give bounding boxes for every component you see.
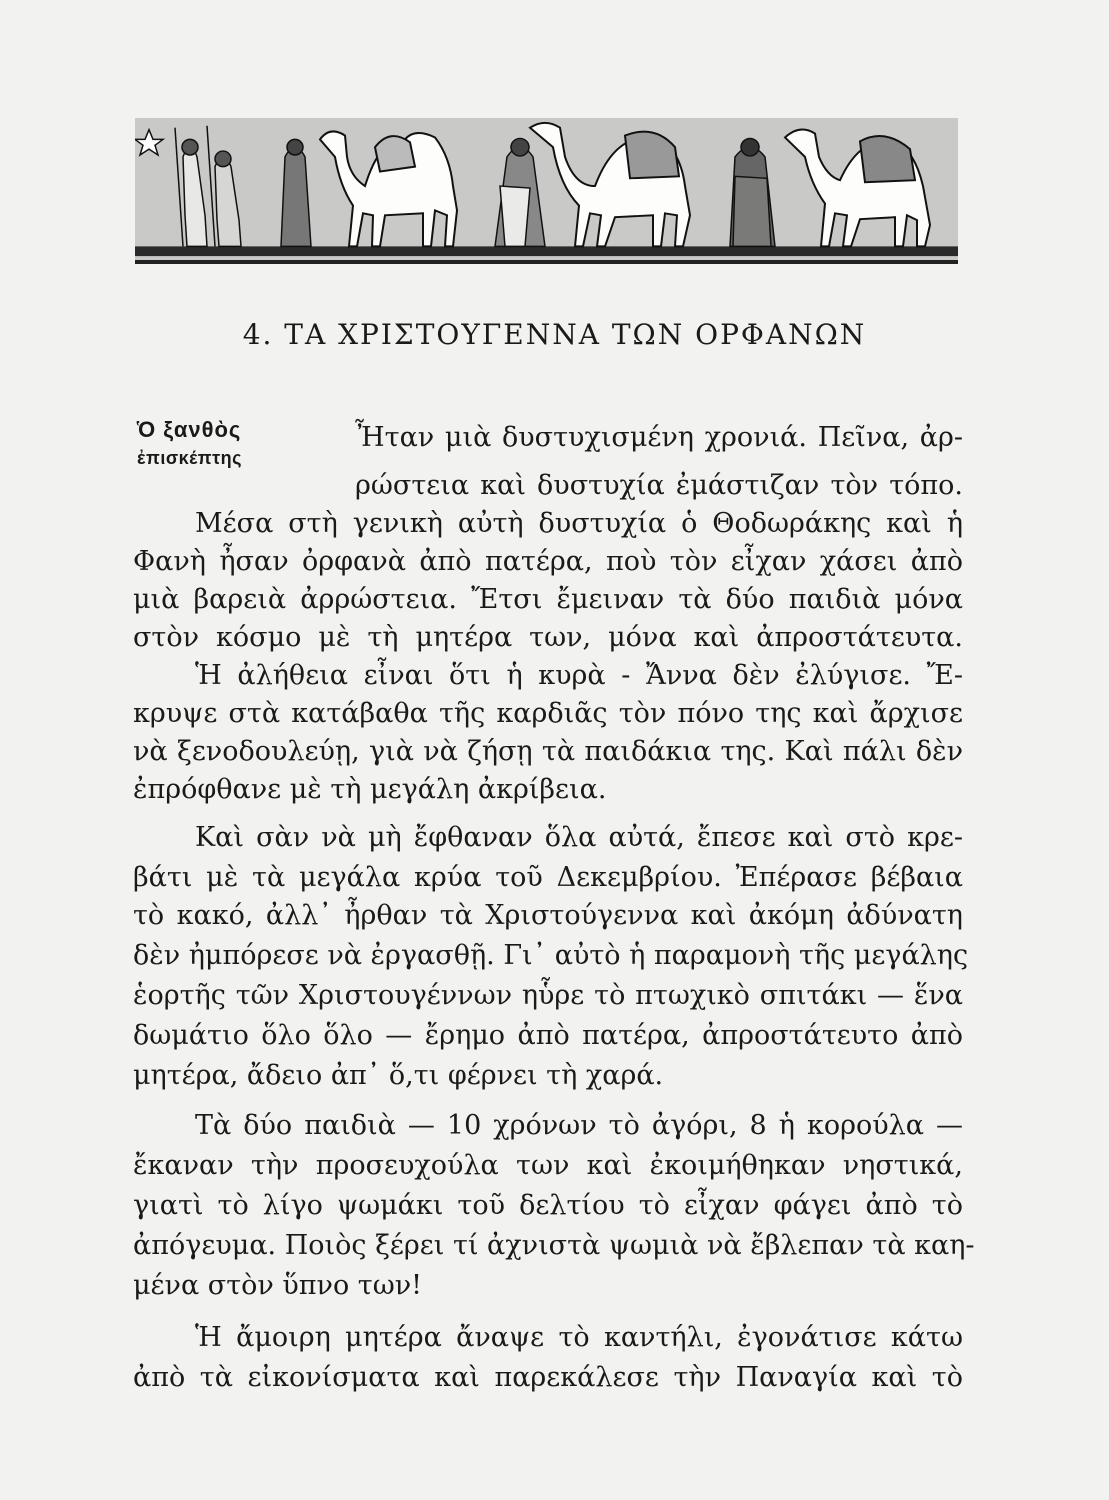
text-line: Μέσα στὴ γενικὴ αὐτὴ δυστυχία ὁ Θοδωράκης καὶ ἡ	[195, 508, 963, 539]
chapter-title: 4. ΤΑ ΧΡΙΣΤΟΥΓΕΝΝΑ ΤΩΝ ΟΡΦΑΝΩΝ	[242, 318, 867, 351]
text-line: μένα στὸν ὕπνο των!	[133, 1270, 423, 1301]
camel-caravan-illustration	[135, 118, 958, 260]
text-line: βάτι μὲ τὰ μεγάλα κρύα τοῦ Δεκεμβρίου. Ἐπέρασε βέβαια	[133, 862, 963, 893]
text-line: Ἡ ἄμοιρη μητέρα ἄναψε τὸ καντήλι, ἐγονάτισε κάτω	[195, 1322, 963, 1353]
text-line: ρώστεια καὶ δυστυχία ἐμάστιζαν τὸν τόπο.	[355, 470, 963, 501]
decorative-camel-caravan-banner	[135, 118, 958, 264]
text-line: στὸν κόσμο μὲ τὴ μητέρα των, μόνα καὶ ἀπροστάτευτα.	[133, 622, 963, 653]
text-line: κρυψε στὰ κατάβαθα τῆς καρδιᾶς τὸν πόνο της καὶ ἄρχισε	[133, 698, 963, 729]
text-line: Τὰ δύο παιδιὰ — 10 χρόνων τὸ ἀγόρι, 8 ἡ κορούλα —	[195, 1110, 963, 1141]
text-line: ἔκαναν τὴν προσευχούλα των καὶ ἐκοιμήθηκαν νηστικά,	[133, 1150, 963, 1181]
text-line: δωμάτιο ὅλο ὅλο — ἔρημο ἀπὸ πατέρα, ἀπροστάτευτο ἀπὸ	[133, 1020, 963, 1051]
text-line: ἀπόγευμα. Ποιὸς ξέρει τί ἀχνιστὰ ψωμιὰ νὰ ἔβλεπαν τὰ καη-	[133, 1230, 975, 1261]
text-line: τὸ κακό, ἀλλ᾽ ἦρθαν τὰ Χριστούγεννα καὶ ἀκόμη ἀδύνατη	[133, 900, 963, 931]
text-line: Ἦταν μιὰ δυστυχισμένη χρονιά. Πεῖνα, ἀρ-	[355, 422, 963, 453]
text-line: ἐπρόφθανε μὲ τὴ μεγάλη ἀκρίβεια.	[133, 774, 607, 805]
text-line: νὰ ξενοδουλεύῃ, γιὰ νὰ ζήσῃ τὰ παιδάκια της. Καὶ πάλι δὲν	[133, 736, 963, 767]
text-line: ἀπὸ τὰ εἰκονίσματα καὶ παρεκάλεσε τὴν Παναγία καὶ τὸ	[133, 1362, 963, 1393]
text-line: δὲν ἠμπόρεσε νὰ ἐργασθῇ. Γι᾽ αὐτὸ ἡ παραμονὴ τῆς μεγάλης	[133, 940, 969, 971]
text-line: ἑορτῆς τῶν Χριστουγέννων ηὗρε τὸ πτωχικὸ σπιτάκι — ἕνα	[133, 980, 963, 1011]
text-line: Φανὴ ἦσαν ὀρφανὰ ἀπὸ πατέρα, ποὺ τὸν εἶχαν χάσει ἀπὸ	[133, 546, 963, 577]
margin-note-line-2: ἐπισκέπτης	[137, 448, 242, 468]
margin-note-line-1: Ὁ ξανθὸς	[137, 417, 242, 442]
text-line: Καὶ σὰν νὰ μὴ ἔφθαναν ὅλα αὐτά, ἔπεσε καὶ στὸ κρε-	[195, 822, 963, 853]
margin-note	[137, 416, 327, 472]
text-line: Ἡ ἀλήθεια εἶναι ὅτι ἡ κυρὰ - Ἄννα δὲν ἐλύγισε. Ἔ-	[195, 660, 963, 691]
text-line: μιὰ βαρειὰ ἀρρώστεια. Ἔτσι ἔμειναν τὰ δύο παιδιὰ μόνα	[133, 584, 963, 615]
text-line: γιατὶ τὸ λίγο ψωμάκι τοῦ δελτίου τὸ εἶχαν φάγει ἀπὸ τὸ	[133, 1190, 963, 1221]
text-line: μητέρα, ἄδειο ἀπ᾽ ὅ,τι φέρνει τὴ χαρά.	[133, 1060, 664, 1091]
